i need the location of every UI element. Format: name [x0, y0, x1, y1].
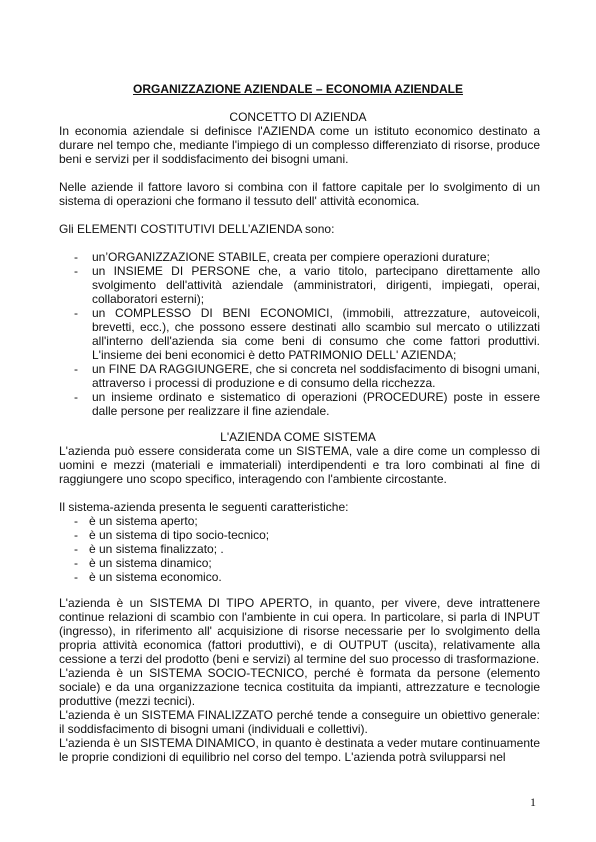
dash-bullet: -	[74, 390, 78, 404]
paragraph-dinamico: L'azienda è un SISTEMA DINAMICO, in quanto è destinata a veder mutare continuamente le proprie condizioni di equilibrio nel corso del tempo. L'azienda potrà svilupparsi nel	[59, 736, 540, 764]
list-item-text: un INSIEME DI PERSONE che, a vario titolo, partecipano direttamente allo svolgimento dell'attività aziendale (amministratori, dirigenti, impiegati, operai, collaboratori esterni);	[92, 264, 540, 306]
section-heading-sistema: L'AZIENDA COME SISTEMA	[220, 430, 376, 444]
dash-bullet: -	[74, 362, 78, 376]
elements-list	[59, 250, 540, 418]
list-item	[59, 556, 540, 570]
list-item-text: è un sistema dinamico;	[89, 556, 212, 570]
list-item-text: è un sistema finalizzato; .	[89, 542, 224, 556]
paragraph-definition: In economia aziendale si definisce l'AZIENDA come un istituto economico destinato a durare nel tempo che, mediante l'impiego di un complesso differenziato di risorse, produce beni e servizi per il soddisfacimento dei bisogni umani.	[59, 124, 540, 166]
list-item-text: un COMPLESSO DI BENI ECONOMICI, (immobili, attrezzature, autoveicoli, brevetti, ecc.), che possono essere destinati allo scambio sul mercato o utilizzati all'interno dell'azienda sia come beni di consumo che come fattori produttivi. L'insieme dei beni economici è detto PATRIMONIO DELL' AZIENDA;	[92, 306, 540, 362]
paragraph-sistema: L'azienda può essere considerata come un SISTEMA, vale a dire come un complesso di uomini e mezzi (materiali e immateriali) interdipendenti e tra loro combinati al fine di raggiungere uno scopo specifico, interagendo con l'ambiente circostante.	[59, 444, 540, 486]
document-title: ORGANIZZAZIONE AZIENDALE – ECONOMIA AZIENDALE	[133, 82, 463, 96]
dash-bullet: -	[74, 514, 78, 528]
dash-bullet: -	[74, 264, 78, 278]
list-item	[59, 528, 540, 542]
list-item-text: è un sistema economico.	[89, 570, 222, 584]
paragraph-caratteristiche-intro: Il sistema-azienda presenta le seguenti caratteristiche:	[59, 500, 349, 514]
list-item-text: è un sistema di tipo socio-tecnico;	[89, 528, 270, 542]
paragraph-socio-tecnico: L'azienda è un SISTEMA SOCIO-TECNICO, perché è formata da persone (elemento sociale) e da una organizzazione tecnica costituita da impianti, attrezzature e tecnologie produttive (mezzi tecnici).	[59, 666, 540, 708]
list-item	[59, 306, 540, 362]
list-item	[59, 250, 540, 264]
list-item	[59, 362, 540, 390]
paragraph-fattori: Nelle aziende il fattore lavoro si combina con il fattore capitale per lo svolgimento di un sistema di operazioni che formano il tessuto dell' attività economica.	[59, 180, 540, 208]
list-item-text: un’ORGANIZZAZIONE STABILE, creata per compiere operazioni durature;	[92, 250, 490, 264]
paragraph-elementi-intro: Gli ELEMENTI COSTITUTIVI DELL’AZIENDA sono:	[59, 222, 335, 236]
dash-bullet: -	[74, 570, 78, 584]
list-item-text: un FINE DA RAGGIUNGERE, che si concreta nel soddisfacimento di bisogni umani, attraverso i processi di produzione e di consumo della ricchezza.	[92, 362, 540, 390]
list-item-text: un insieme ordinato e sistematico di operazioni (PROCEDURE) poste in essere dalle persone per realizzare il fine aziendale.	[92, 390, 540, 418]
list-item-text: è un sistema aperto;	[89, 514, 198, 528]
dash-bullet: -	[74, 556, 78, 570]
list-item	[59, 542, 540, 556]
page-number: 1	[530, 795, 536, 809]
list-item	[59, 264, 540, 306]
dash-bullet: -	[74, 250, 78, 264]
paragraph-finalizzato: L'azienda è un SISTEMA FINALIZZATO perché tende a conseguire un obiettivo generale: il soddisfacimento di bisogni umani (individuali e collettivi).	[59, 708, 540, 736]
dash-bullet: -	[74, 528, 78, 542]
dash-bullet: -	[74, 542, 78, 556]
section-heading-concetto: CONCETTO DI AZIENDA	[229, 110, 367, 124]
list-item	[59, 570, 540, 584]
features-list	[59, 514, 540, 584]
list-item	[59, 390, 540, 418]
list-item	[59, 514, 540, 528]
paragraph-sistema-aperto: L'azienda è un SISTEMA DI TIPO APERTO, in quanto, per vivere, deve intrattenere continue relazioni di scambio con l'ambiente in cui opera. In particolare, si parla di INPUT (ingresso), in riferimento all' acquisizione di risorse necessarie per lo svolgimento della propria attività economica (fattori produttivi), e di OUTPUT (uscita), relativamente alla cessione a terzi del prodotto (beni e servizi) al termine del suo processo di trasformazione.	[59, 596, 540, 666]
dash-bullet: -	[74, 306, 78, 320]
